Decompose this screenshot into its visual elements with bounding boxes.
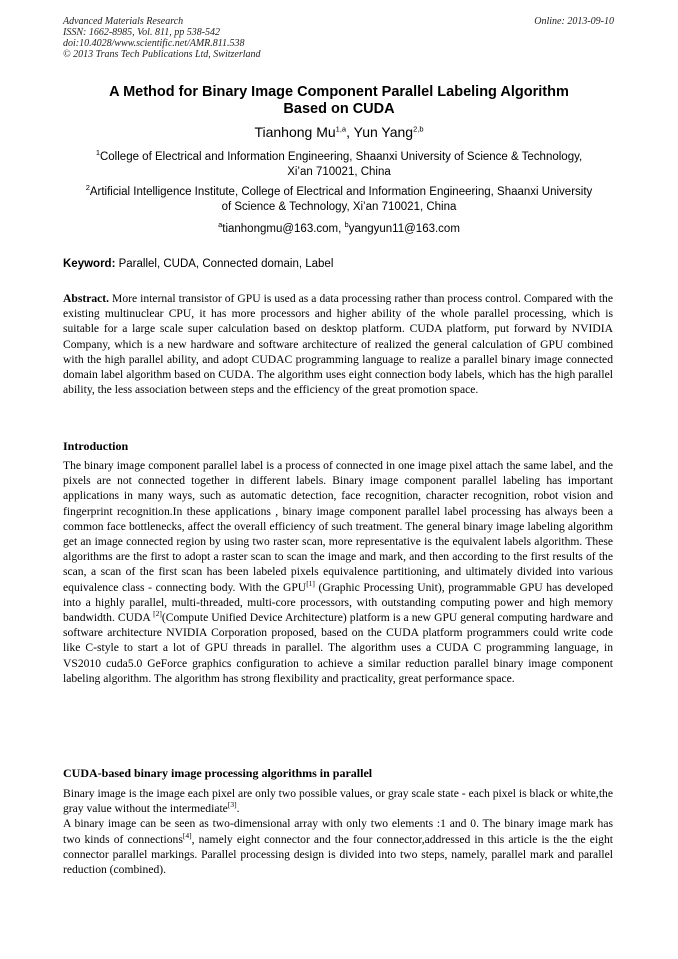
journal-header (63, 16, 261, 60)
email-a[interactable]: tianhongmu@163.com (222, 223, 339, 235)
email-a-sup: a (218, 220, 223, 230)
introduction-heading: Introduction (63, 439, 129, 453)
affiliation-1-line-2: Xi’an 710021, China (287, 166, 391, 178)
author-1-name: Tianhong Mu (254, 124, 336, 140)
keywords-label: Keyword: (63, 258, 116, 270)
ref-3: [3] (227, 800, 237, 810)
copyright-line: © 2013 Trans Tech Publications Ltd, Switzerland (63, 49, 261, 60)
email-b-sup: b (344, 220, 349, 230)
intro-text-3: (Compute Unified Device Architecture) platform is a new GPU general computing hardware and software architecture NVIDIA Corporation proposed, based on the CUDA platform programmers could write code like C-style to start a lot of GPU threads in parallel. The algorithm uses a CUDA C programming language, in VS2010 cuda5.0 GeForce graphics configuration to achieve a similar reduction parallel binary image component labeling algorithm. The algorithm has strong flexibility and practicality, great performance space. (63, 611, 613, 685)
doi-line: doi:10.4028/www.scientific.net/AMR.811.538 (63, 38, 245, 49)
author-separator: , (346, 124, 354, 140)
introduction-paragraph (63, 458, 613, 686)
affiliation-1 (63, 150, 615, 180)
abstract (63, 291, 613, 397)
affiliation-2-line-1: Artificial Intelligence Institute, College of Electrical and Information Engineering, Shaanxi University (89, 186, 593, 198)
author-line (63, 123, 615, 141)
issn-line: ISSN: 1662-8985, Vol. 811, pp 538-542 (63, 27, 221, 38)
cuda-text-1: Binary image is the image each pixel are only two possible values, or gray scale state - each pixel is black or white,the gray value without the intermediate (63, 787, 613, 816)
email-b[interactable]: yangyun11@163.com (348, 223, 460, 235)
cuda-text-2: A binary image can be seen as two-dimensional array with only two elements :1 and 0. The binary image mark has two kinds of connections (63, 817, 613, 846)
abstract-label: Abstract. (63, 292, 110, 305)
author-2-name: Yun Yang (353, 124, 414, 140)
affiliation-1-line-1: College of Electrical and Information Engineering, Shaanxi University of Science & Technology, (99, 151, 583, 163)
author-1-sup: 1,a (335, 124, 347, 134)
ref-1: [1] (306, 578, 315, 588)
keywords (63, 257, 333, 271)
abstract-text: More internal transistor of GPU is used as a data processing rather than process control. Compared with the existing multinuclear CPU, it has more processors and higher ability of the whole parallel processing, which is suitable for a large scale super calculation based on desktop platform. CUDA platform, put forward by NVIDIA Company, which is a new hardware and software architecture of realized the general calculation of GPU combined with the high parallel ability, and adopt CUDAC programming language to realize a parallel binary image connected domain label algorithm based on CUDA. The algorithm uses eight connection body labels, which has the high parallel ability, the less association between steps and the efficiency of the great promotion space. (63, 292, 613, 397)
title-line-2: Based on CUDA (283, 101, 395, 117)
paper-title (63, 84, 615, 118)
ref-2: [2] (153, 609, 162, 619)
affiliation-2 (63, 185, 615, 215)
affiliation-2-sup: 2 (85, 183, 90, 193)
ref-4: [4] (182, 830, 192, 840)
affiliation-1-sup: 1 (95, 148, 100, 158)
email-separator: , (338, 223, 345, 235)
email-line (63, 222, 615, 236)
cuda-section-body (63, 786, 613, 877)
intro-text-1: The binary image component parallel label is a process of connected in one image pixel attach the same label, and the pixels are not connected together in different labels. Binary image component parallel labeling has important applications in many ways, such as automatic detection, face recognition, character recognition, robot vision and fingerprint recognition.In these applications , binary image component parallel label processing has always been a common face bottlenecks, affect the overall efficiency of such treatment. The general binary image labeling algorithm get an image connected region by using two raster scan, more representative is the equivalent labels algorithm. These algorithms are the first to adopt a raster scan to scan the image and mark, and then according to the first results of the scan, a scan of the first scan has been labeled pixels equivalence partitioning, and ultimately divided into various equivalence class - connecting body. With the GPU (63, 459, 613, 594)
online-date: Online: 2013-09-10 (534, 16, 614, 27)
cuda-text-1-end: . (236, 802, 240, 816)
intro-text-2: (Graphic Processing Unit), programmable GPU has developed into a highly parallel, multi-threaded, multi-core processors, with outstanding computing power and high memory bandwidth. CUDA (63, 580, 613, 625)
cuda-section-heading: CUDA-based binary image processing algorithms in parallel (63, 766, 373, 780)
author-2-sup: 2,b (413, 124, 424, 134)
cuda-text-2-end: , namely eight connector and the four connector,addressed in this article is the the eight connector parallel markings. Parallel processing design is divided into two steps, namely, parallel mark and parallel reduction (combined). (63, 832, 613, 877)
keywords-text: Parallel, CUDA, Connected domain, Label (115, 258, 334, 270)
affiliation-2-line-2: of Science & Technology, Xi’an 710021, China (221, 201, 457, 213)
cuda-paragraph-2 (63, 816, 613, 877)
journal-name: Advanced Materials Research (63, 16, 184, 27)
cuda-paragraph-1 (63, 786, 613, 816)
title-line-1: A Method for Binary Image Component Parallel Labeling Algorithm (109, 84, 569, 100)
